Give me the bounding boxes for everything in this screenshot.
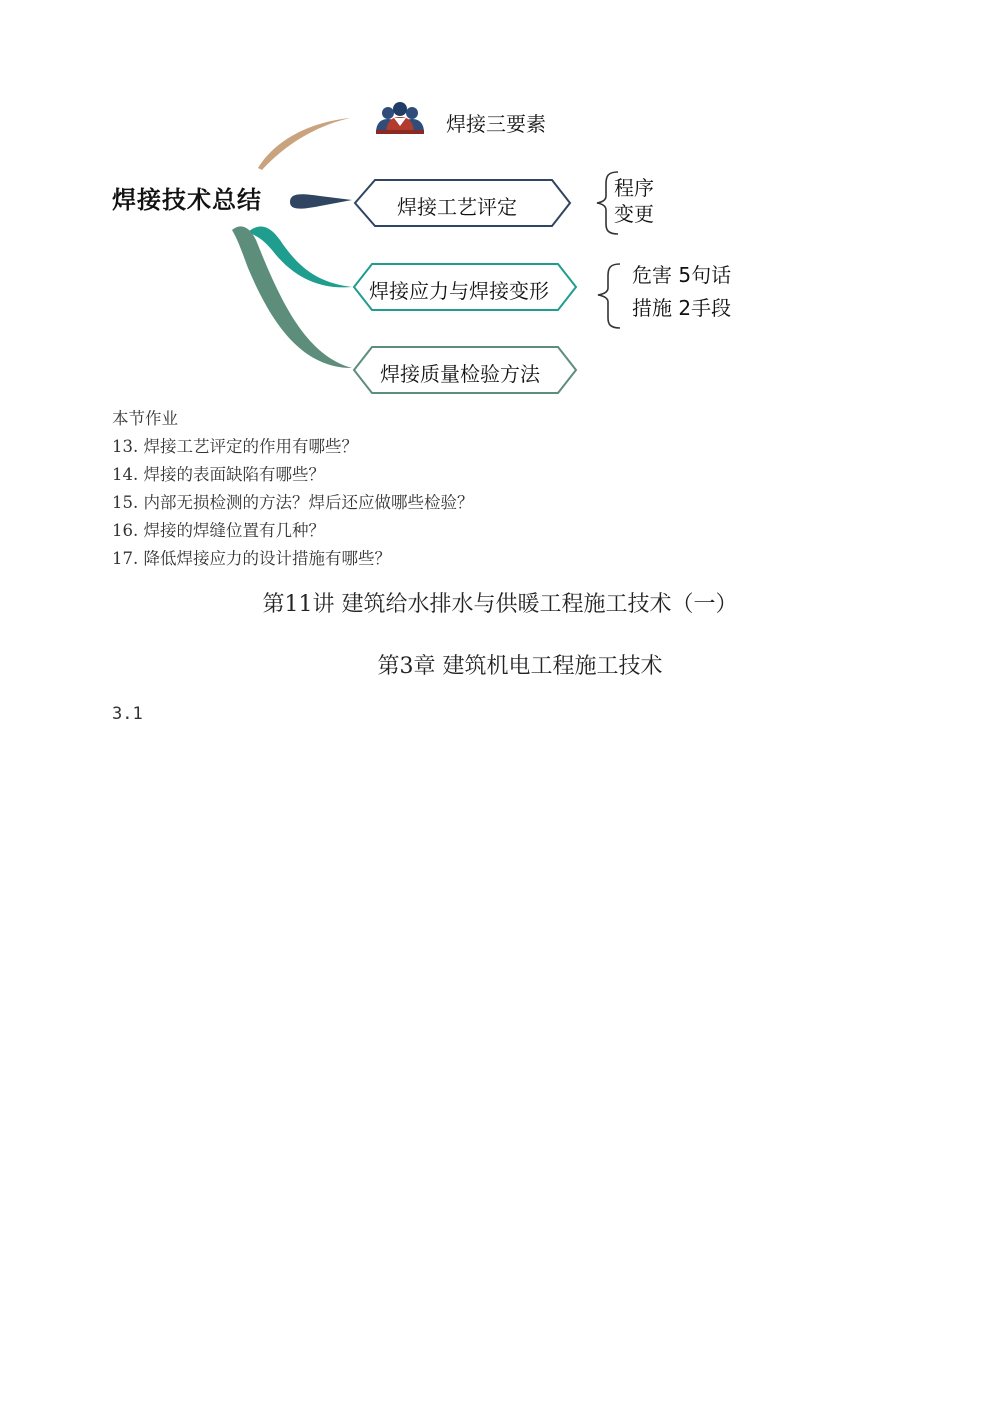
people-group-icon <box>376 102 424 134</box>
sub-item-measures: 措施 2手段 <box>632 296 732 320</box>
brace-stress-deformation <box>598 264 620 328</box>
mindmap-center-title: 焊接技术总结 <box>112 186 262 214</box>
node-stress-deformation: 焊接应力与焊接变形 <box>369 279 549 303</box>
homework-item: 14. 焊接的表面缺陷有哪些？ <box>112 465 325 484</box>
homework-item: 13. 焊接工艺评定的作用有哪些？ <box>112 437 358 456</box>
homework-item: 17. 降低焊接应力的设计措施有哪些？ <box>112 549 391 568</box>
node-quality-inspection: 焊接质量检验方法 <box>380 362 540 386</box>
homework-item: 16. 焊接的焊缝位置有几种？ <box>112 521 325 540</box>
node-process-evaluation: 焊接工艺评定 <box>397 195 517 219</box>
sub-item-change: 变更 <box>614 202 654 226</box>
sub-item-hazards: 危害 5句话 <box>632 263 732 287</box>
homework-title: 本节作业 <box>112 409 178 428</box>
homework-item: 15. 内部无损检测的方法？焊后还应做哪些检验？ <box>112 493 474 512</box>
branch-line-quality-inspection <box>232 226 352 368</box>
sub-item-procedure: 程序 <box>614 176 654 200</box>
branch-line-three-elements <box>258 118 350 170</box>
chapter-title: 第3章 建筑机电工程施工技术 <box>377 654 663 679</box>
node-three-elements: 焊接三要素 <box>446 112 546 136</box>
lecture-title: 第11讲 建筑给水排水与供暖工程施工技术（一） <box>262 592 738 617</box>
branch-line-process-evaluation <box>290 194 352 208</box>
section-number: 3.1 <box>112 704 143 724</box>
